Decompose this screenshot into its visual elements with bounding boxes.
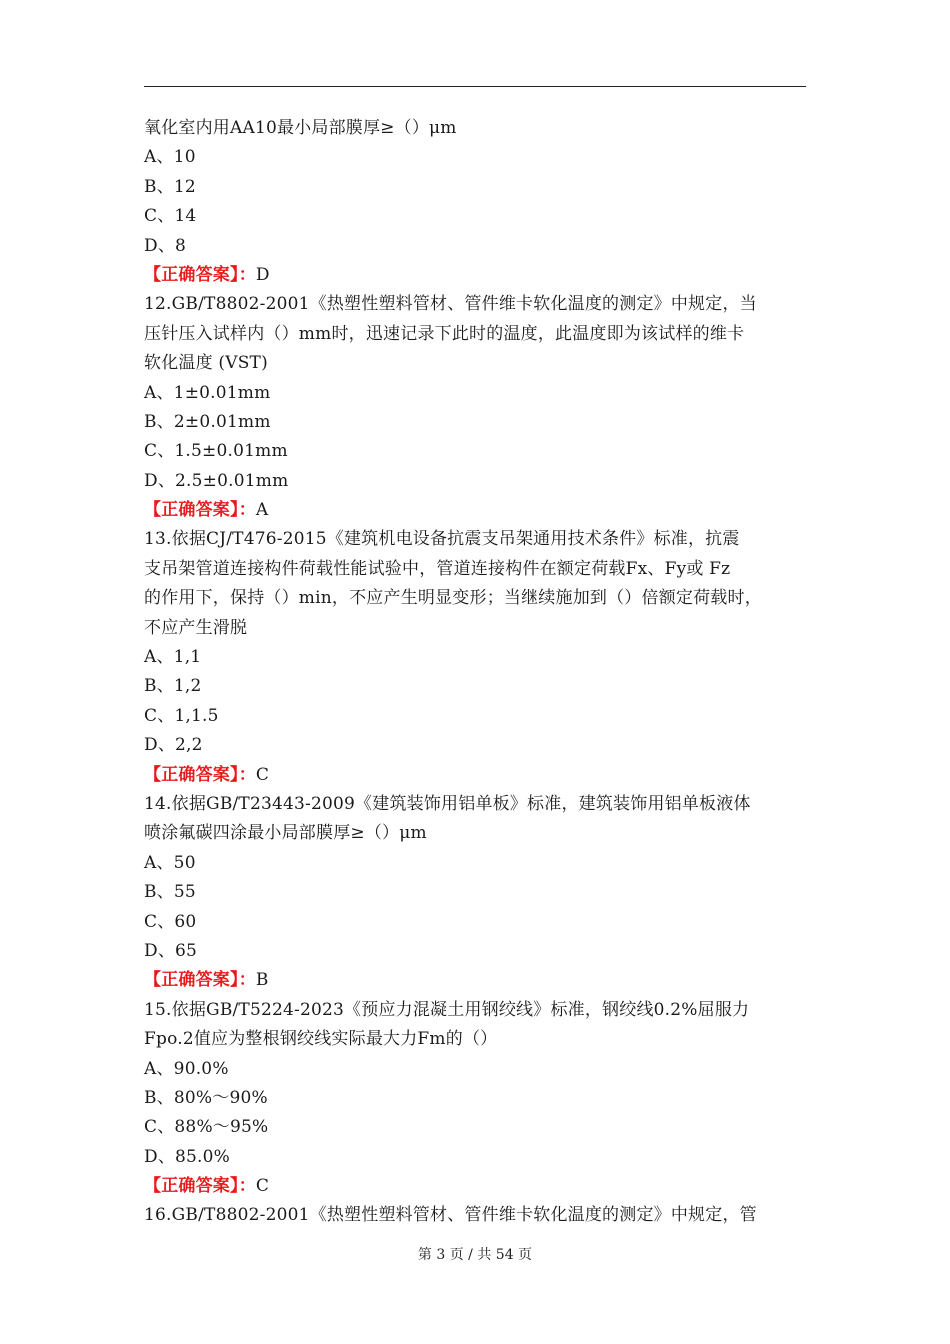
option-line: A、90.0% [144, 1058, 229, 1079]
option-line: B、55 [144, 882, 196, 903]
correct-answer-line [144, 761, 816, 790]
correct-answer-line [144, 496, 816, 525]
question-text-line: 支吊架管道连接构件荷载性能试验中，管道连接构件在额定荷载Fx、Fy或 Fz [144, 558, 731, 579]
option-line: C、1,1.5 [144, 705, 219, 726]
question-text-line: 的作用下，保持（）min，不应产生明显变形；当继续施加到（）倍额定荷载时， [144, 588, 762, 609]
question-text-line: 软化温度 (VST) [144, 353, 268, 374]
question-text-line: 氧化室内用AA10最小局部膜厚≥（）μm [144, 118, 457, 138]
question-text-line: Fpo.2值应为整根钢绞线实际最大力Fm的（） [144, 1029, 498, 1050]
option-line: C、88%～95% [144, 1117, 269, 1138]
header-rule [144, 86, 806, 87]
question-text-line: 13.依据CJ/T476-2015《建筑机电设备抗震支吊架通用技术条件》标准，抗震 [144, 529, 740, 550]
page-footer: 第 3 页 / 共 54 页 [417, 1247, 533, 1263]
option-line: A、10 [144, 147, 196, 168]
correct-answer-line [144, 1172, 816, 1201]
document-body [144, 114, 816, 1231]
correct-answer-value: C [255, 1176, 270, 1197]
correct-answer-label: 【正确答案】： [144, 1176, 256, 1197]
correct-answer-line [144, 261, 816, 290]
option-line: C、60 [144, 911, 197, 932]
correct-answer-value: D [255, 264, 270, 285]
correct-answer-label: 【正确答案】： [144, 764, 256, 785]
option-line: B、80%～90% [144, 1087, 268, 1108]
correct-answer-label: 【正确答案】： [144, 970, 256, 991]
option-line: C、1.5±0.01mm [144, 441, 288, 462]
option-line: D、65 [144, 940, 198, 961]
question-text-line: 12.GB/T8802-2001《热塑性塑料管材、管件维卡软化温度的测定》中规定，当 [144, 294, 757, 315]
option-line: A、1±0.01mm [144, 382, 271, 403]
question-text-line: 15.依据GB/T5224-2023《预应力混凝土用钢绞线》标准，钢绞线0.2%屈服力 [144, 999, 750, 1020]
option-line: A、50 [144, 852, 196, 873]
question-text-line: 不应产生滑脱 [144, 617, 248, 638]
question-text-line: 14.依据GB/T23443-2009《建筑装饰用铝单板》标准，建筑装饰用铝单板液体 [144, 793, 751, 814]
option-line: D、2.5±0.01mm [144, 470, 289, 491]
option-line: B、2±0.01mm [144, 411, 271, 432]
option-line: D、2,2 [144, 735, 203, 756]
question-text-line: 16.GB/T8802-2001《热塑性塑料管材、管件维卡软化温度的测定》中规定，管 [144, 1205, 757, 1226]
correct-answer-label: 【正确答案】： [144, 264, 256, 285]
question-text-line: 压针压入试样内（）mm时，迅速记录下此时的温度，此温度即为该试样的维卡 [144, 323, 745, 344]
option-line: D、85.0% [144, 1146, 231, 1167]
option-line: A、1,1 [144, 647, 202, 668]
option-line: C、14 [144, 206, 197, 227]
correct-answer-label: 【正确答案】： [144, 500, 256, 521]
correct-answer-value: B [255, 970, 269, 991]
correct-answer-value: A [255, 500, 269, 521]
correct-answer-line [144, 966, 816, 995]
correct-answer-value: C [255, 764, 270, 785]
option-line: D、8 [144, 235, 187, 256]
question-text-line: 喷涂氟碳四涂最小局部膜厚≥（）μm [144, 823, 427, 844]
option-line: B、12 [144, 176, 196, 197]
option-line: B、1,2 [144, 676, 202, 697]
